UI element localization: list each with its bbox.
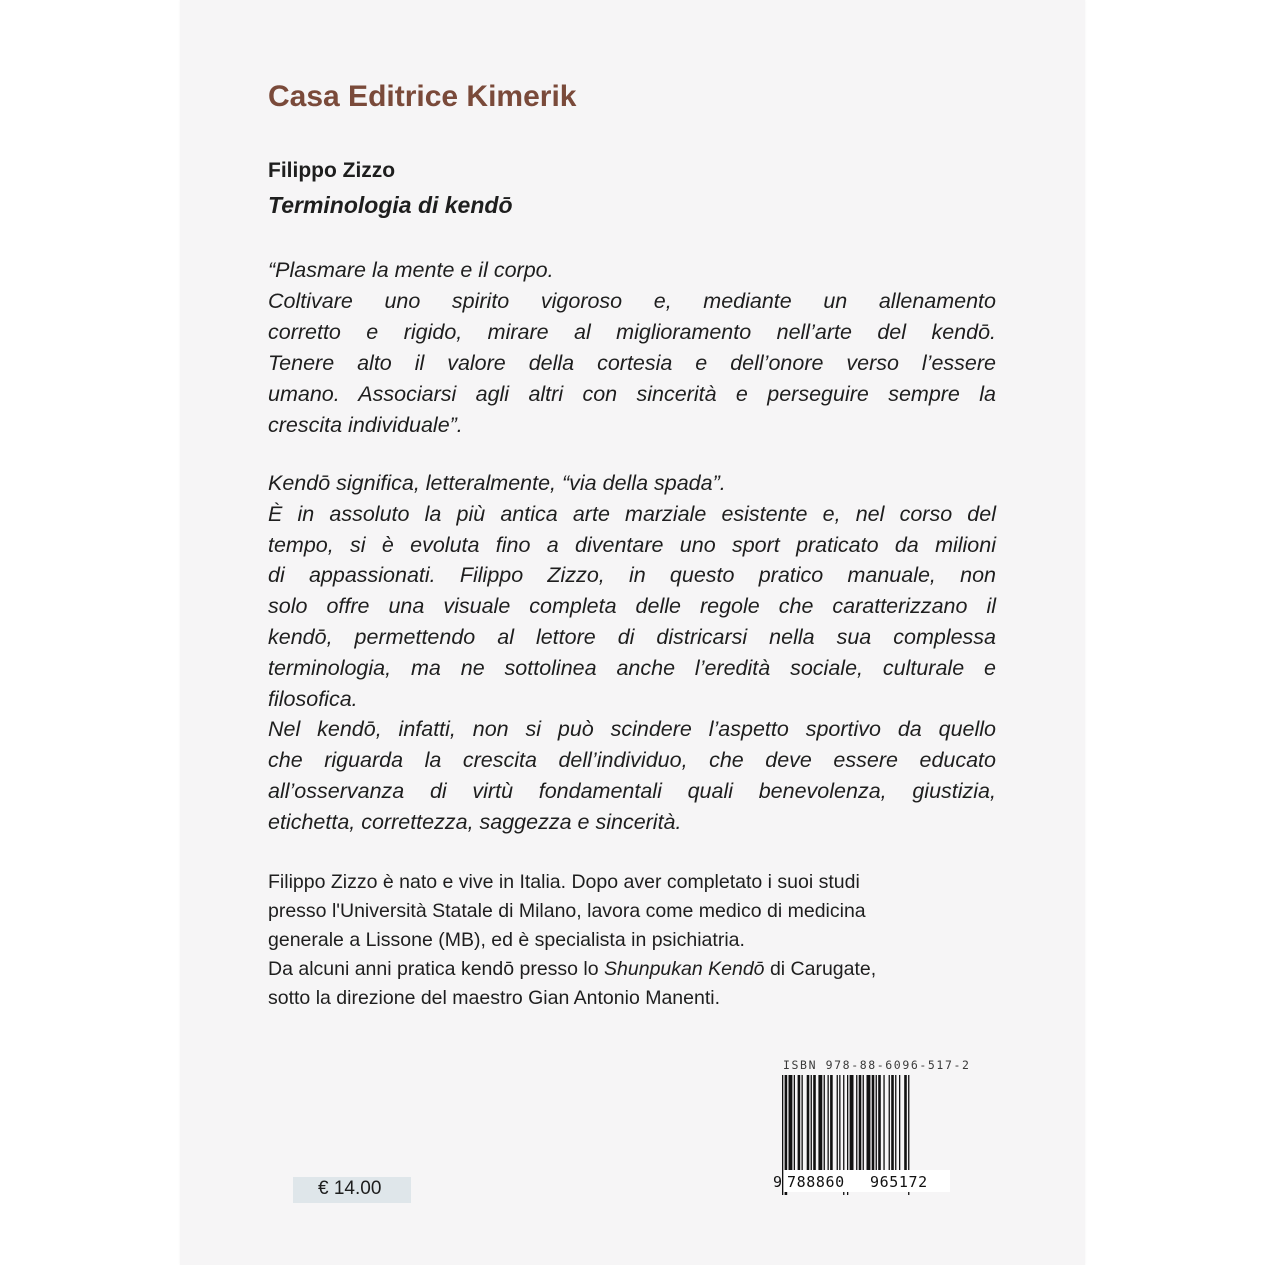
author-name: Filippo Zizzo: [268, 159, 396, 182]
barcode-bar: [895, 1075, 896, 1179]
description-line: di appassionati. Filippo Zizzo, in questo pratico manuale, non: [268, 563, 996, 588]
barcode-bar: [802, 1075, 803, 1179]
publisher-name: Casa Editrice Kimerik: [268, 80, 577, 113]
barcode-bar: [867, 1075, 871, 1179]
description-line: Nel kendō, infatti, non si può scindere l’aspetto sportivo da quello: [268, 717, 996, 742]
author-bio: [268, 868, 996, 1013]
description-line: terminologia, ma ne sottolinea anche l’eredità sociale, culturale e: [268, 655, 996, 680]
description-line: che riguarda la crescita dell’individuo, che deve essere educato: [268, 748, 996, 773]
description-line: È in assoluto la più antica arte marziale esistente e, nel corso del: [268, 501, 996, 526]
barcode-bar: [794, 1075, 795, 1179]
barcode-bar: [811, 1075, 812, 1179]
quote-line: crescita individuale”.: [268, 413, 463, 437]
description-paragraph: [268, 468, 996, 838]
bio-line: sotto la direzione del maestro Gian Antonio Manenti.: [268, 987, 721, 1009]
barcode-bar: [883, 1075, 884, 1179]
book-title: Terminologia di kendō: [268, 192, 513, 218]
description-line: Kendō significa, letteralmente, “via della spada”.: [268, 471, 726, 495]
bio-line: generale a Lissone (MB), ed è specialista in psichiatria.: [268, 929, 745, 951]
bio-line: [268, 955, 996, 984]
barcode-bar: [813, 1075, 816, 1179]
barcode-digits: [770, 1170, 955, 1192]
quote-paragraph: [268, 255, 996, 441]
quote-line: corretto e rigido, mirare al miglioramento nell’arte del kendō.: [268, 320, 996, 344]
dojo-name: Shunpukan Kendō: [604, 958, 765, 980]
quote-line: umano. Associarsi agli altri con sincerità e perseguire sempre la: [268, 382, 996, 406]
bio-text: di Carugate,: [764, 958, 877, 980]
barcode-bar: [850, 1075, 854, 1179]
description-line: filosofica.: [268, 686, 358, 711]
description-line: etichetta, correttezza, saggezza e sincerità.: [268, 809, 682, 834]
barcode-bar: [789, 1075, 793, 1179]
bio-line: presso l'Università Statale di Milano, lavora come medico di medicina: [268, 900, 866, 922]
isbn-label: ISBN 978-88-6096-517-2: [783, 1058, 971, 1072]
price-label: € 14.00: [318, 1178, 382, 1199]
barcode-bar: [889, 1075, 890, 1179]
barcode-first-digit: 9: [773, 1173, 783, 1191]
barcode-bar: [863, 1075, 864, 1179]
barcode-bar: [830, 1075, 833, 1179]
barcode-bar: [859, 1075, 862, 1179]
description-line: kendō, permettendo al lettore di districarsi nella sua complessa: [268, 624, 996, 649]
barcode-right-digits: 965172: [870, 1173, 928, 1191]
barcode-left-digits: 788860: [787, 1173, 845, 1191]
barcode-bar: [904, 1075, 907, 1179]
barcode-bar: [807, 1075, 810, 1179]
bio-text: Da alcuni anni pratica kendō presso lo: [268, 958, 605, 980]
barcode-bar: [878, 1075, 881, 1179]
quote-line: “Plasmare la mente e il corpo.: [268, 258, 554, 282]
barcode-bar: [828, 1075, 829, 1179]
bio-line: Filippo Zizzo è nato e vive in Italia. Dopo aver completato i suoi studi: [268, 871, 860, 893]
barcode-bar: [824, 1075, 825, 1179]
barcode-bar: [891, 1075, 894, 1179]
description-line: solo offre una visuale completa delle regole che caratterizzano il: [268, 594, 996, 619]
barcode-bar: [837, 1075, 838, 1179]
barcode-bar: [818, 1075, 822, 1179]
barcode-bar: [876, 1075, 877, 1179]
barcode-bar: [899, 1075, 900, 1179]
barcode-bar: [839, 1075, 840, 1179]
barcode-bar: [872, 1075, 875, 1179]
description-line: all’osservanza di virtù fondamentali quali benevolenza, giustizia,: [268, 778, 996, 803]
description-line: tempo, si è evoluta fino a diventare uno sport praticato da milioni: [268, 532, 996, 557]
barcode-bar: [856, 1075, 857, 1179]
quote-line: Tenere alto il valore della cortesia e dell’onore verso l’essere: [268, 351, 996, 375]
quote-line: Coltivare uno spirito vigoroso e, mediante un allenamento: [268, 289, 996, 313]
barcode-bar: [798, 1075, 801, 1179]
